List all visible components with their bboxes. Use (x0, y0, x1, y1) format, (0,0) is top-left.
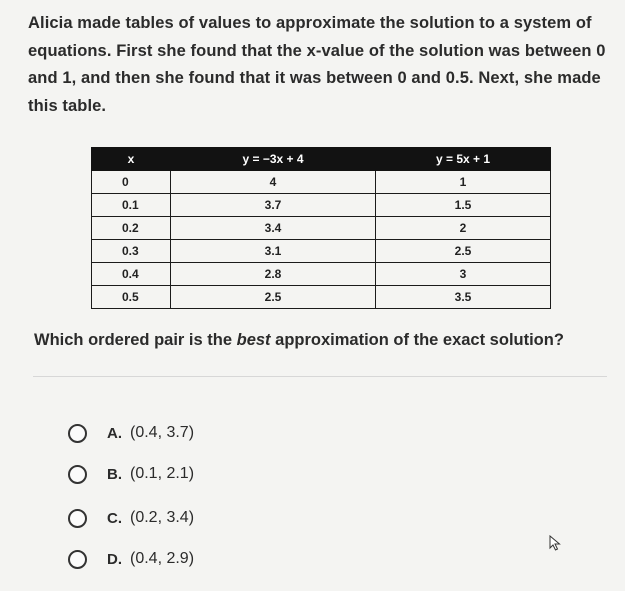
cell-eq1: 3.7 (171, 194, 376, 217)
cell-eq2: 3 (376, 263, 551, 286)
cell-x: 0.2 (92, 217, 171, 240)
radio-button-b[interactable] (68, 465, 87, 484)
cell-eq1: 2.5 (171, 286, 376, 309)
option-d-value: (0.4, 2.9) (130, 550, 195, 567)
table-row (92, 240, 551, 263)
divider (33, 376, 607, 377)
cell-x: 0.5 (92, 286, 171, 309)
option-c-value: (0.2, 3.4) (130, 509, 195, 526)
problem-prompt: Alicia made tables of values to approximate the solution to a system of equations. First she found that the x-value of the solution was between 0 and 1, and then she found that it was between 0 and 0.5. Next, she made this table. (28, 14, 606, 115)
cell-eq2: 1 (376, 171, 551, 194)
cell-eq1: 3.4 (171, 217, 376, 240)
option-c-letter: C. (107, 509, 122, 527)
question-text-end: approximation of the exact solution? (270, 331, 564, 349)
option-a[interactable] (68, 420, 194, 446)
mouse-pointer-icon (549, 535, 561, 551)
option-b-letter: B. (107, 465, 122, 483)
option-b-value: (0.1, 2.1) (130, 465, 195, 482)
radio-button-a[interactable] (68, 424, 87, 443)
option-c[interactable] (68, 505, 194, 531)
question-text-start: Which ordered pair is the (34, 331, 237, 349)
cell-x: 0 (92, 171, 171, 194)
radio-button-c[interactable] (68, 509, 87, 528)
table-row (92, 171, 551, 194)
table-row (92, 263, 551, 286)
cell-x: 0.4 (92, 263, 171, 286)
header-eq1: y = −3x + 4 (171, 148, 376, 171)
option-a-value: (0.4, 3.7) (130, 424, 195, 441)
option-d-letter: D. (107, 550, 122, 568)
values-table (91, 147, 551, 309)
cell-x: 0.3 (92, 240, 171, 263)
table-row (92, 286, 551, 309)
header-eq2: y = 5x + 1 (376, 148, 551, 171)
header-x: x (92, 148, 171, 171)
radio-button-d[interactable] (68, 550, 87, 569)
option-b[interactable] (68, 461, 194, 487)
cell-eq2: 3.5 (376, 286, 551, 309)
cell-eq2: 1.5 (376, 194, 551, 217)
option-d[interactable] (68, 546, 194, 572)
cell-eq1: 4 (171, 171, 376, 194)
cell-eq1: 3.1 (171, 240, 376, 263)
cell-eq2: 2.5 (376, 240, 551, 263)
cell-eq2: 2 (376, 217, 551, 240)
cell-x: 0.1 (92, 194, 171, 217)
cell-eq1: 2.8 (171, 263, 376, 286)
option-a-letter: A. (107, 424, 122, 442)
question-emphasis: best (236, 331, 271, 349)
table-row (92, 217, 551, 240)
question-text (34, 331, 564, 350)
table-header-row (92, 148, 551, 171)
table-row (92, 194, 551, 217)
